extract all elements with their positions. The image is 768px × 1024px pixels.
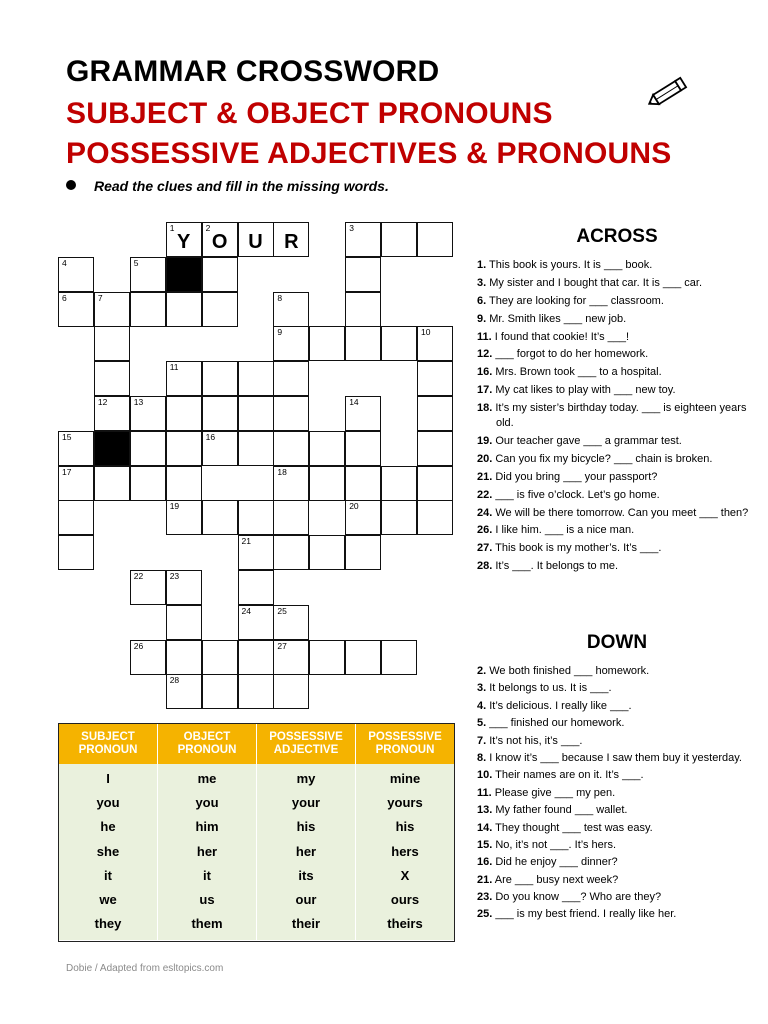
crossword-cell[interactable] xyxy=(273,292,309,327)
clue-text: ___ is five o’clock. Let’s go home. xyxy=(492,488,660,501)
clue-number: 26 xyxy=(133,640,144,651)
clue-number: 9 xyxy=(277,327,283,338)
crossword-cell[interactable] xyxy=(345,500,381,535)
crossword-cell[interactable] xyxy=(273,500,309,535)
clue-number: 3. xyxy=(477,276,487,289)
across-clue xyxy=(477,365,757,380)
crossword-cell[interactable] xyxy=(381,222,417,257)
pronoun-table-header xyxy=(59,724,454,764)
clue-number: 16. xyxy=(477,856,493,869)
crossword-cell[interactable] xyxy=(273,431,309,466)
instruction xyxy=(66,178,389,194)
table-cell: his xyxy=(395,819,415,835)
clue-text: Can you fix my bicycle? ___ chain is broken. xyxy=(492,452,713,465)
down-heading: DOWN xyxy=(586,632,648,653)
crossword-cell[interactable] xyxy=(345,431,381,466)
header-line: PRONOUN xyxy=(78,744,138,756)
table-cell: X xyxy=(400,867,410,883)
clue-number: 3. xyxy=(477,682,487,695)
table-column xyxy=(257,764,356,940)
crossword-cell[interactable] xyxy=(417,431,453,466)
across-clue xyxy=(477,258,757,273)
clue-text: Please give ___ my pen. xyxy=(491,786,616,799)
table-cell: us xyxy=(199,891,215,907)
crossword-cell[interactable] xyxy=(273,466,309,501)
across-clue xyxy=(477,312,757,327)
crossword-cell[interactable] xyxy=(166,361,202,396)
crossword-cell[interactable] xyxy=(166,674,202,709)
crossword-cell[interactable] xyxy=(58,431,94,466)
table-cell: my xyxy=(296,771,316,786)
clue-number: 2 xyxy=(205,223,211,233)
clue-number: 21. xyxy=(477,470,493,483)
clue-number: 21 xyxy=(241,536,251,547)
clue-text: I found that cookie! It’s ___! xyxy=(491,330,630,343)
crossword-cell[interactable] xyxy=(58,535,94,570)
crossword-cell[interactable] xyxy=(94,292,130,327)
clue-number: 16. xyxy=(477,366,493,379)
clue-text: My cat likes to play with ___ new toy. xyxy=(492,384,676,397)
clue-text: ___ forgot to do her homework. xyxy=(492,348,649,361)
crossword-cell[interactable] xyxy=(166,500,202,535)
down-clue xyxy=(477,664,757,679)
across-clue xyxy=(477,541,757,556)
across-clue xyxy=(477,559,757,574)
table-cell: he xyxy=(100,819,116,835)
crossword-cell[interactable] xyxy=(238,570,274,605)
clue-number: 1 xyxy=(169,223,175,233)
down-clue xyxy=(477,890,757,905)
table-cell: it xyxy=(104,867,112,883)
crossword-cell[interactable] xyxy=(345,292,381,327)
crossword-cell[interactable] xyxy=(417,326,453,361)
crossword-cell[interactable] xyxy=(130,431,166,466)
crossword-cell[interactable] xyxy=(238,222,274,257)
clue-text: Mr. Smith likes ___ new job. xyxy=(486,312,627,325)
table-cell: I xyxy=(106,771,110,786)
footer-credit: Dobie / Adapted from esltopics.com xyxy=(66,963,224,974)
table-column xyxy=(59,764,158,940)
clue-text: We both finished ___ homework. xyxy=(486,665,650,677)
down-clue xyxy=(477,803,757,818)
crossword-cell[interactable] xyxy=(273,361,309,396)
table-column xyxy=(356,764,454,940)
clue-number: 15. xyxy=(477,838,493,851)
crossword-black-cell xyxy=(166,257,202,292)
across-clue xyxy=(477,470,757,485)
crossword-cell[interactable] xyxy=(130,396,166,431)
across-clue xyxy=(477,347,757,362)
clue-number: 16 xyxy=(205,431,216,442)
down-clue xyxy=(477,751,757,766)
clue-number: 10. xyxy=(477,769,493,782)
crossword-cell[interactable] xyxy=(273,396,309,431)
clue-text: No, it’s not ___. It’s hers. xyxy=(492,838,617,851)
down-clues xyxy=(477,632,757,925)
down-clue xyxy=(477,768,757,783)
clue-number: 28. xyxy=(477,560,493,573)
crossword-cell[interactable] xyxy=(94,326,130,361)
clue-number: 5 xyxy=(133,257,139,268)
crossword-cell[interactable] xyxy=(202,222,238,257)
clue-text: We will be there tomorrow. Can you meet ___ then? xyxy=(492,506,749,519)
clue-text: It’s ___. It belongs to me. xyxy=(492,560,619,573)
pronoun-table-body xyxy=(59,764,454,940)
clue-number: 26. xyxy=(477,524,493,537)
table-cell: him xyxy=(195,819,219,835)
clue-text: It belongs to us. It is ___. xyxy=(486,682,612,695)
clue-number: 19 xyxy=(169,501,180,512)
clue-number: 4 xyxy=(62,257,67,268)
across-heading: ACROSS xyxy=(576,226,658,247)
clue-number: 11 xyxy=(169,362,179,373)
table-cell: it xyxy=(203,867,211,883)
clue-text: Did you bring ___ your passport? xyxy=(492,470,658,483)
cell-letter: R xyxy=(284,231,299,253)
clue-number: 18 xyxy=(277,466,287,477)
table-cell: mine xyxy=(389,771,421,786)
clue-text: It’s delicious. I really like ___. xyxy=(486,699,632,712)
crossword-cell[interactable] xyxy=(202,257,238,292)
crossword-cell[interactable] xyxy=(238,396,274,431)
clue-text: Are ___ busy next week? xyxy=(492,873,619,886)
crossword-cell[interactable] xyxy=(417,396,453,431)
crossword-cell[interactable] xyxy=(238,500,274,535)
clue-number: 14 xyxy=(349,397,359,407)
down-clue xyxy=(477,855,757,870)
table-cell: your xyxy=(291,795,321,811)
crossword-cell[interactable] xyxy=(273,674,309,709)
clue-number: 13 xyxy=(133,397,144,407)
table-cell: ours xyxy=(390,891,420,907)
down-clue-list xyxy=(477,664,757,922)
clue-text: I know it’s ___ because I saw them buy it yesterday. xyxy=(486,751,742,764)
table-cell: his xyxy=(296,819,316,835)
clue-number: 10 xyxy=(421,327,431,338)
crossword-cell[interactable] xyxy=(273,640,309,675)
clue-number: 20 xyxy=(349,501,359,512)
crossword-cell[interactable] xyxy=(202,674,238,709)
down-clue xyxy=(477,821,757,836)
crossword-cell[interactable] xyxy=(130,466,166,501)
across-clue xyxy=(477,330,757,345)
crossword-black-cell xyxy=(94,431,130,466)
crossword-cell[interactable] xyxy=(273,326,309,361)
crossword-cell[interactable] xyxy=(238,605,274,640)
down-clue xyxy=(477,681,757,696)
clue-number: 4. xyxy=(477,699,487,712)
down-clue xyxy=(477,786,757,801)
cell-letter: O xyxy=(211,231,228,253)
clue-text: It’s not his, it’s ___. xyxy=(486,734,583,747)
clue-text: My father found ___ wallet. xyxy=(492,804,628,817)
clue-text: Did he enjoy ___ dinner? xyxy=(492,856,618,869)
across-clue xyxy=(477,294,757,309)
table-cell: theirs xyxy=(387,916,423,932)
clue-text: My sister and I bought that car. It is ___ car. xyxy=(486,276,703,289)
crossword-cell[interactable] xyxy=(202,500,238,535)
down-clue xyxy=(477,907,757,922)
table-cell: them xyxy=(191,916,223,932)
clue-number: 25. xyxy=(477,908,493,921)
crossword-cell[interactable] xyxy=(166,222,202,257)
table-cell: hers xyxy=(391,843,419,859)
crossword-cell[interactable] xyxy=(58,466,94,501)
table-cell: you xyxy=(195,795,219,811)
across-clue xyxy=(477,523,757,538)
crossword-cell[interactable] xyxy=(238,674,274,709)
crossword-cell[interactable] xyxy=(94,466,130,501)
across-clues xyxy=(477,226,757,577)
clue-text: ___ is my best friend. I really like her. xyxy=(492,908,677,921)
crossword-cell[interactable] xyxy=(273,222,309,257)
table-cell: yours xyxy=(387,795,423,811)
clue-number: 28 xyxy=(169,675,180,686)
table-cell: their xyxy=(291,916,321,932)
clue-number: 6. xyxy=(477,294,487,307)
crossword-cell[interactable] xyxy=(345,535,381,570)
clue-text: It’s my sister’s birthday today. ___ is eighteen years old. xyxy=(492,402,747,430)
across-clue xyxy=(477,452,757,467)
crossword-cell[interactable] xyxy=(345,640,381,675)
clue-number: 14. xyxy=(477,821,493,834)
across-clue xyxy=(477,434,757,449)
crossword-cell[interactable] xyxy=(309,431,345,466)
table-cell: our xyxy=(295,891,317,907)
header-line: POSSESSIVE xyxy=(368,731,442,743)
across-clue xyxy=(477,276,757,291)
clue-number: 1. xyxy=(477,259,487,271)
crossword-cell[interactable] xyxy=(130,257,166,292)
clue-number: 6 xyxy=(62,292,67,303)
clue-text: They thought ___ test was easy. xyxy=(492,821,653,834)
crossword-cell[interactable] xyxy=(202,292,238,327)
clue-number: 24. xyxy=(477,506,493,519)
crossword-cell[interactable] xyxy=(202,431,238,466)
clue-number: 8. xyxy=(477,751,487,764)
across-clue xyxy=(477,506,757,521)
cell-letter: U xyxy=(248,231,263,253)
clue-text: Their names are on it. It’s ___. xyxy=(492,769,644,782)
crossword-cell[interactable] xyxy=(166,396,202,431)
table-cell: me xyxy=(197,771,217,786)
table-column-header xyxy=(59,724,158,764)
crossword-cell[interactable] xyxy=(309,535,345,570)
crossword-cell[interactable] xyxy=(309,640,345,675)
crossword-cell[interactable] xyxy=(202,361,238,396)
table-column-header xyxy=(356,724,454,764)
clue-number: 25 xyxy=(277,605,287,616)
crossword-cell[interactable] xyxy=(166,466,202,501)
crossword-cell[interactable] xyxy=(94,361,130,396)
crossword-cell[interactable] xyxy=(58,257,94,292)
crossword-cell[interactable] xyxy=(166,292,202,327)
crossword-cell[interactable] xyxy=(381,466,417,501)
down-clue xyxy=(477,716,757,731)
clue-number: 5. xyxy=(477,717,487,730)
clue-number: 27. xyxy=(477,542,493,555)
crossword-cell[interactable] xyxy=(166,570,202,605)
crossword-cell[interactable] xyxy=(166,605,202,640)
crossword-cell[interactable] xyxy=(130,640,166,675)
table-cell: they xyxy=(94,916,122,932)
crossword-cell[interactable] xyxy=(273,535,309,570)
clue-number: 8 xyxy=(277,292,283,303)
across-clue xyxy=(477,401,757,431)
crossword-cell[interactable] xyxy=(417,466,453,501)
clue-text: ___ finished our homework. xyxy=(486,717,625,730)
cell-letter: Y xyxy=(177,231,191,253)
pronoun-table xyxy=(58,723,455,942)
crossword-cell[interactable] xyxy=(58,500,94,535)
clue-number: 13. xyxy=(477,804,493,817)
clue-number: 9. xyxy=(477,312,487,325)
across-clue-list xyxy=(477,258,757,574)
table-cell: we xyxy=(99,891,117,907)
table-column xyxy=(158,764,257,940)
crossword-cell[interactable] xyxy=(130,570,166,605)
clue-number: 7. xyxy=(477,734,487,747)
clue-text: Mrs. Brown took ___ to a hospital. xyxy=(492,366,662,379)
instruction-text: Read the clues and fill in the missing words. xyxy=(94,178,389,194)
across-clue xyxy=(477,488,757,503)
page-title: GRAMMAR CROSSWORD xyxy=(66,55,440,88)
crossword-cell[interactable] xyxy=(345,466,381,501)
down-clue xyxy=(477,873,757,888)
table-column-header xyxy=(158,724,257,764)
table-cell: she xyxy=(96,843,120,859)
crossword-cell[interactable] xyxy=(238,640,274,675)
clue-text: This book is my mother’s. It’s ___. xyxy=(492,542,662,555)
clue-number: 2. xyxy=(477,665,487,677)
clue-number: 19. xyxy=(477,435,493,448)
crossword-cell[interactable] xyxy=(309,326,345,361)
clue-number: 12. xyxy=(477,348,493,361)
header-line: POSSESSIVE xyxy=(269,731,343,743)
clue-text: Our teacher gave ___ a grammar test. xyxy=(492,435,682,448)
across-clue xyxy=(477,383,757,398)
crossword-cell[interactable] xyxy=(166,640,202,675)
clue-text: Do you know ___? Who are they? xyxy=(492,891,662,904)
clue-number: 20. xyxy=(477,452,493,465)
clue-number: 18. xyxy=(477,402,493,415)
crossword-cell[interactable] xyxy=(381,326,417,361)
clue-number: 3 xyxy=(349,223,354,233)
crossword-cell[interactable] xyxy=(202,396,238,431)
crossword-cell[interactable] xyxy=(238,361,274,396)
bullet-icon xyxy=(66,180,76,190)
clue-number: 17. xyxy=(477,384,493,397)
clue-number: 17 xyxy=(62,466,72,477)
header-line: ADJECTIVE xyxy=(273,744,339,756)
crossword-cell[interactable] xyxy=(381,640,417,675)
clue-number: 24 xyxy=(241,605,251,616)
pencil-icon xyxy=(644,72,694,112)
header-line: OBJECT xyxy=(183,731,231,743)
crossword-cell[interactable] xyxy=(417,500,453,535)
crossword-cell[interactable] xyxy=(130,292,166,327)
clue-text: They are looking for ___ classroom. xyxy=(486,294,664,307)
crossword-cell[interactable] xyxy=(238,431,274,466)
table-column-header xyxy=(257,724,356,764)
crossword-cell[interactable] xyxy=(166,431,202,466)
clue-number: 23 xyxy=(169,571,180,581)
crossword-cell[interactable] xyxy=(238,535,274,570)
clue-number: 15 xyxy=(62,431,72,442)
subtitle-possessive: POSSESSIVE ADJECTIVES & PRONOUNS xyxy=(66,137,672,170)
clue-number: 11. xyxy=(477,786,492,799)
table-cell: her xyxy=(295,843,317,859)
crossword-cell[interactable] xyxy=(345,257,381,292)
clue-text: I like him. ___ is a nice man. xyxy=(492,524,635,537)
down-clue xyxy=(477,838,757,853)
crossword-cell[interactable] xyxy=(94,396,130,431)
clue-number: 7 xyxy=(97,292,103,303)
clue-number: 11. xyxy=(477,330,492,343)
header-line: PRONOUN xyxy=(177,744,237,756)
crossword-cell[interactable] xyxy=(58,292,94,327)
down-clue xyxy=(477,734,757,749)
crossword-cell[interactable] xyxy=(345,222,381,257)
down-clue xyxy=(477,699,757,714)
clue-number: 27 xyxy=(277,640,287,651)
crossword-cell[interactable] xyxy=(309,466,345,501)
table-cell: her xyxy=(196,843,218,859)
crossword-cell[interactable] xyxy=(273,605,309,640)
header-line: PRONOUN xyxy=(375,744,435,756)
clue-number: 12 xyxy=(97,397,108,407)
header-line: SUBJECT xyxy=(81,731,135,743)
crossword-cell[interactable] xyxy=(417,361,453,396)
clue-number: 23. xyxy=(477,891,493,904)
subtitle-subject-object: SUBJECT & OBJECT PRONOUNS xyxy=(66,97,553,130)
crossword-cell[interactable] xyxy=(202,640,238,675)
clue-number: 22 xyxy=(133,571,144,581)
crossword-cell[interactable] xyxy=(345,396,381,431)
table-cell: you xyxy=(96,795,120,811)
table-cell: its xyxy=(298,867,314,883)
crossword-cell[interactable] xyxy=(417,222,453,257)
crossword-cell[interactable] xyxy=(381,500,417,535)
clue-number: 22. xyxy=(477,488,493,501)
clue-number: 21. xyxy=(477,873,493,886)
clue-text: This book is yours. It is ___ book. xyxy=(486,259,653,271)
crossword-cell[interactable] xyxy=(345,326,381,361)
